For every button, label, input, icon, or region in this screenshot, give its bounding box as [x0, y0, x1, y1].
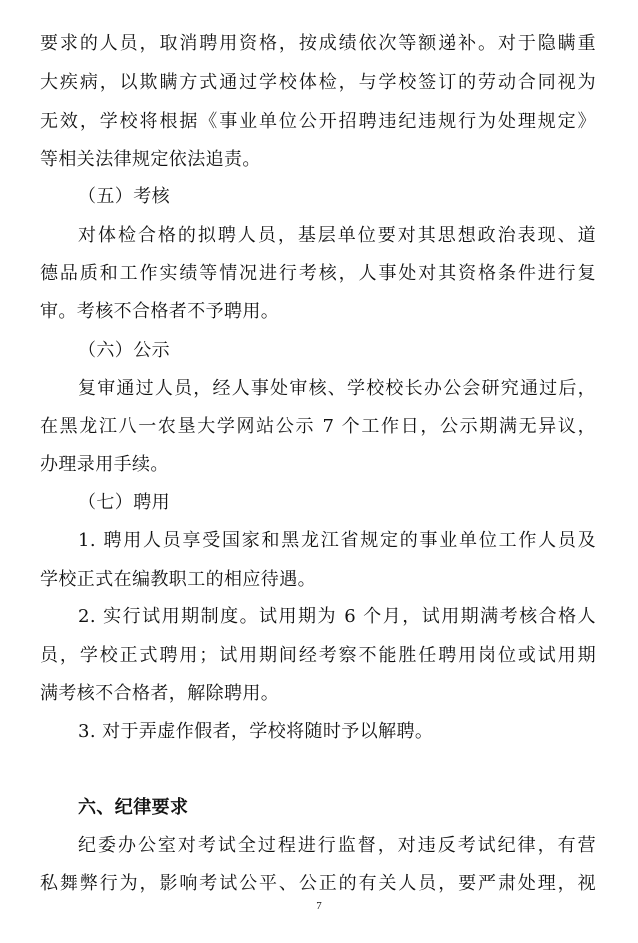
text-line: 无效，学校将根据《事业单位公开招聘违纪违规行为处理规定》: [40, 111, 596, 132]
section-heading-discipline: 六、纪律要求: [78, 797, 189, 818]
list-item-1: 1. 聘用人员享受国家和黑龙江省规定的事业单位工作人员及: [78, 530, 596, 551]
text-line: 员，学校正式聘用；试用期间经考察不能胜任聘用岗位或试用期: [40, 645, 596, 666]
text-line: 对体检合格的拟聘人员，基层单位要对其思想政治表现、道: [78, 225, 596, 246]
section-heading-employment: （七）聘用: [78, 492, 170, 513]
text-line: 大疾病，以欺瞒方式通过学校体检，与学校签订的劳动合同视为: [40, 72, 596, 93]
page-number: 7: [316, 900, 322, 912]
section-heading-assessment: （五）考核: [78, 186, 170, 207]
list-item-3: 3. 对于弄虚作假者，学校将随时予以解聘。: [78, 721, 434, 742]
text-line: 私舞弊行为，影响考试公平、公正的有关人员，要严肃处理，视: [40, 873, 596, 894]
list-item-2: 2. 实行试用期制度。试用期为 6 个月，试用期满考核合格人: [78, 606, 596, 627]
text-line: 在黑龙江八一农垦大学网站公示 7 个工作日，公示期满无异议，: [40, 416, 596, 437]
text-line: 纪委办公室对考试全过程进行监督，对违反考试纪律，有营: [78, 835, 596, 856]
section-heading-publicity: （六）公示: [78, 340, 170, 361]
text-line: 学校正式在编教职工的相应待遇。: [40, 569, 316, 590]
text-line: 审。考核不合格者不予聘用。: [40, 301, 280, 322]
text-line: 等相关法律规定依法追责。: [40, 149, 261, 170]
text-line: 复审通过人员，经人事处审核、学校校长办公会研究通过后，: [78, 378, 596, 399]
text-line: 满考核不合格者，解除聘用。: [40, 683, 280, 704]
text-line: 办理录用手续。: [40, 454, 169, 475]
text-line: 德品质和工作实绩等情况进行考核，人事处对其资格条件进行复: [40, 263, 596, 284]
text-line: 要求的人员，取消聘用资格，按成绩依次等额递补。对于隐瞒重: [40, 33, 596, 54]
